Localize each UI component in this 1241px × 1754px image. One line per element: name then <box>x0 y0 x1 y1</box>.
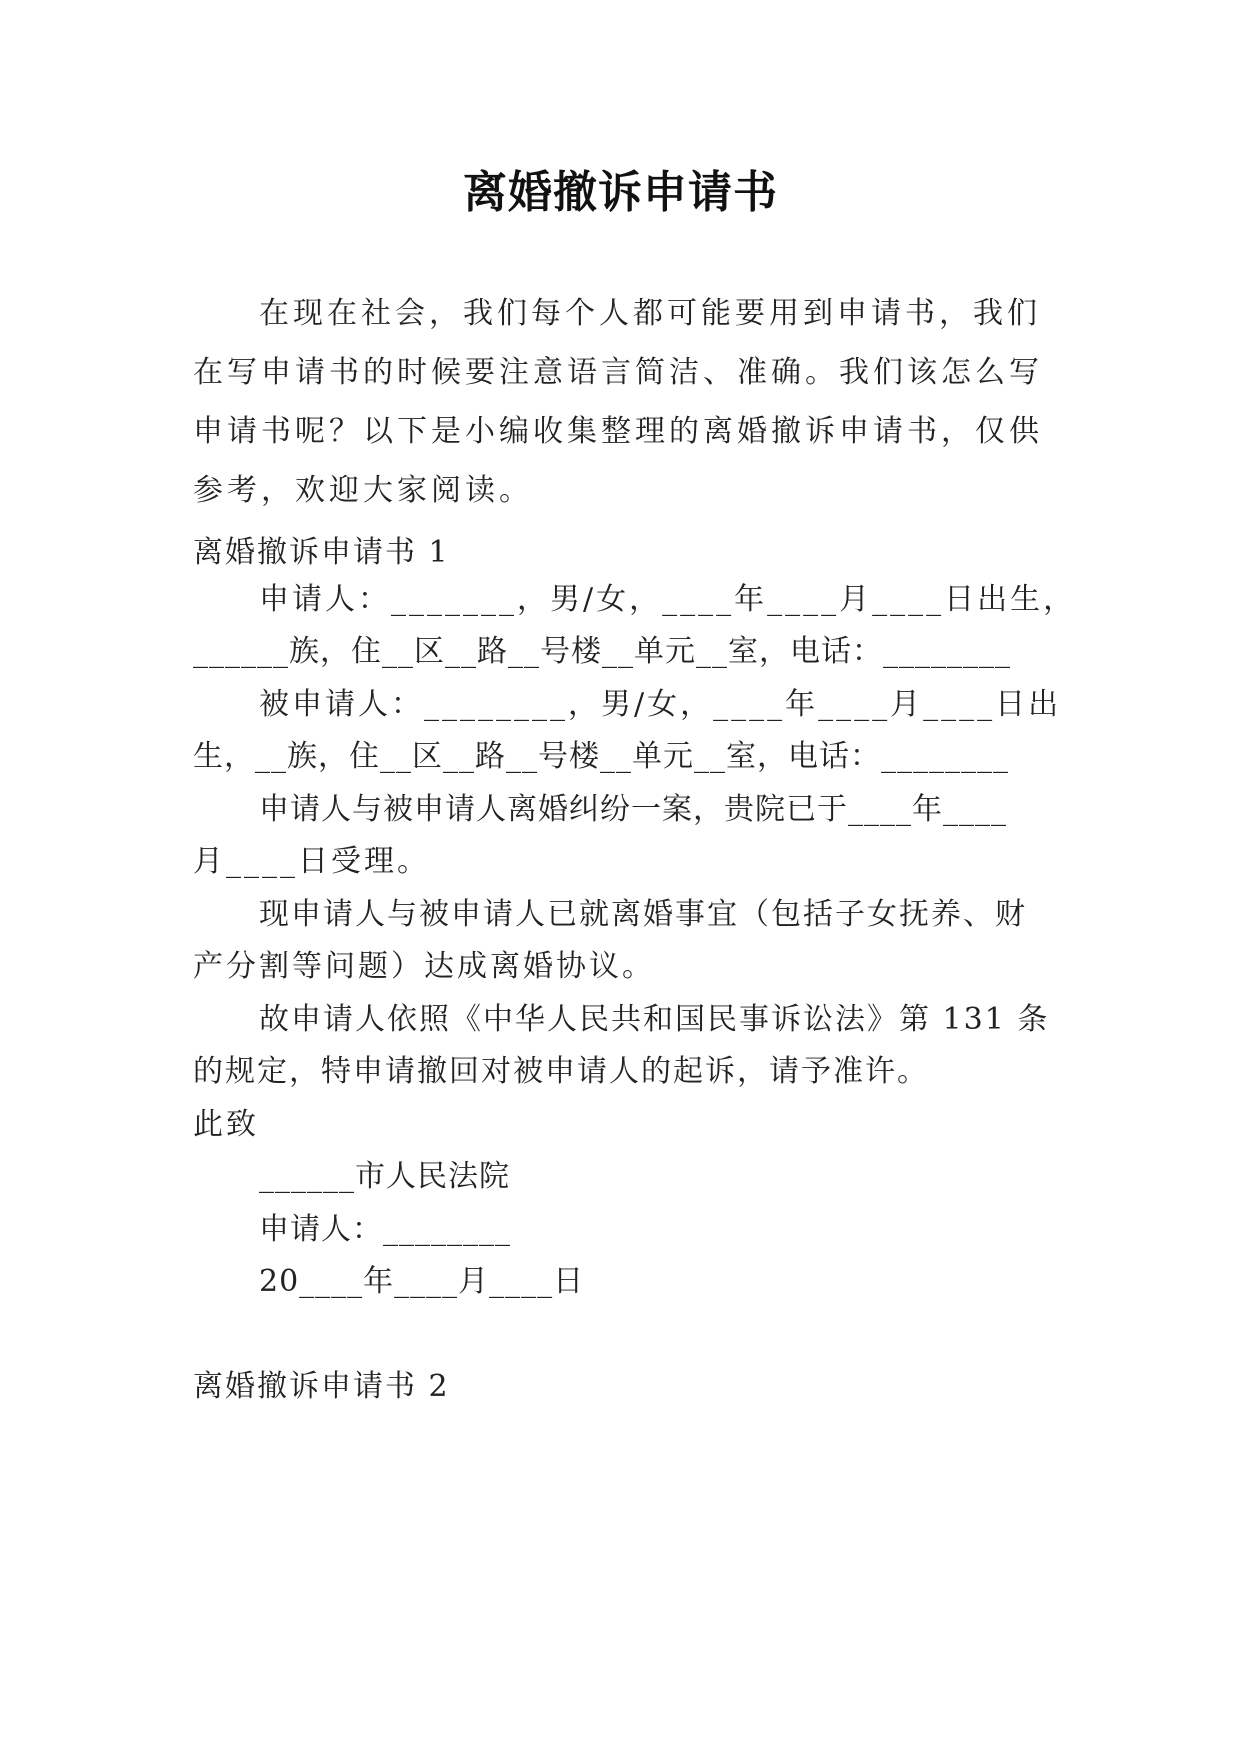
respondent-line-1: 被申请人：________，男/女，____年____月____日出 <box>259 687 1062 722</box>
respondent-line-2: 生，__族，住__区__路__号楼__单元__室，电话：________ <box>193 739 1009 774</box>
intro-paragraph: 在现在社会，我们每个人都可能要用到申请书，我们在写申请书的时候要注意语言简洁、准确。我们该怎么写申请书呢？以下是小编收集整理的离婚撤诉申请书，仅供参考，欢迎大家阅读。 <box>193 296 1043 508</box>
date-line: 20____年____月____日 <box>259 1264 585 1299</box>
court-addressee: ______市人民法院 <box>259 1159 510 1194</box>
salutation: 此致 <box>193 1107 259 1142</box>
document-title: 离婚撤诉申请书 <box>463 167 778 218</box>
agreement-line-1: 现申请人与被申请人已就离婚事宜（包括子女抚养、财 <box>259 897 1027 932</box>
section1-heading: 离婚撤诉申请书 1 <box>193 535 450 570</box>
case-line-2: 月____日受理。 <box>193 844 430 879</box>
agreement-line-2: 产分割等问题）达成离婚协议。 <box>193 949 655 984</box>
request-line-1: 故申请人依照《中华人民共和国民事诉讼法》第 131 条 <box>259 1002 1050 1037</box>
case-line-1: 申请人与被申请人离婚纠纷一案，贵院已于____年____ <box>259 792 1007 827</box>
applicant-line-2: ______族，住__区__路__号楼__单元__室，电话：________ <box>193 634 1011 669</box>
request-line-2: 的规定，特申请撤回对被申请人的起诉，请予准许。 <box>193 1054 929 1089</box>
applicant-line-1: 申请人：_______，男/女，____年____月____日出生， <box>259 582 1077 617</box>
section2-heading: 离婚撤诉申请书 2 <box>193 1369 450 1404</box>
applicant-signature: 申请人：________ <box>259 1212 511 1247</box>
